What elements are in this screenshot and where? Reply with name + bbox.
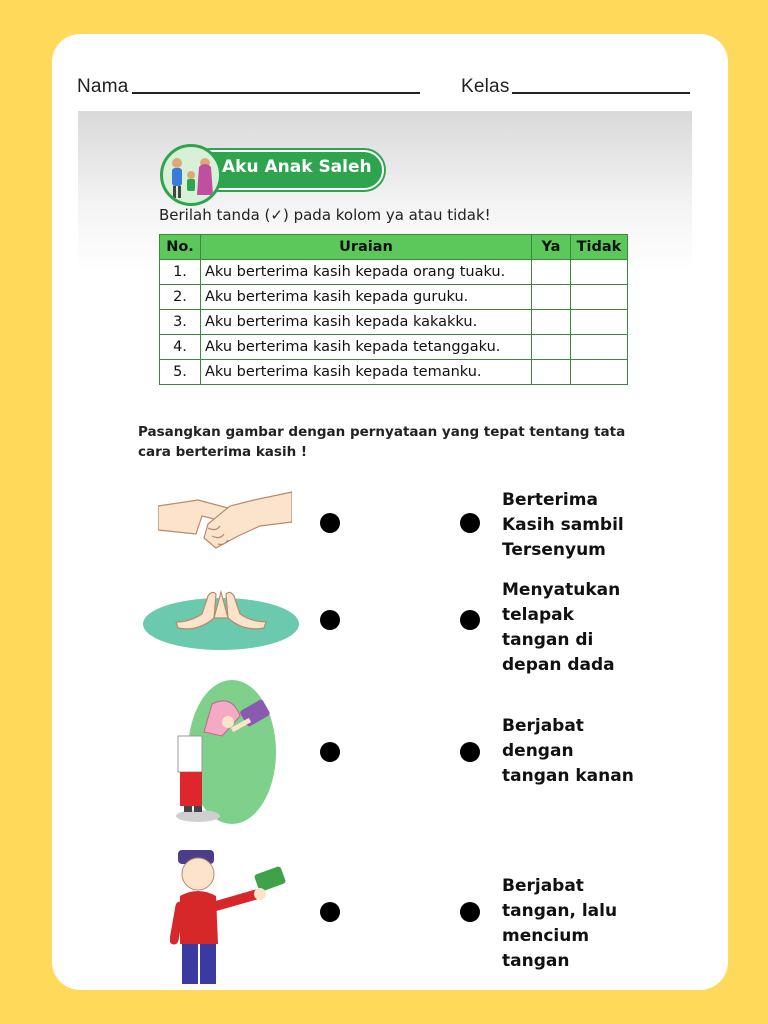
tidak-checkbox-cell[interactable] [571, 285, 628, 310]
header-no: No. [160, 235, 201, 260]
tidak-checkbox-cell[interactable] [571, 310, 628, 335]
checklist-table [159, 234, 628, 385]
statement-line: mencium [502, 926, 590, 946]
table-row [160, 260, 628, 285]
tidak-checkbox-cell[interactable] [571, 360, 628, 385]
statement-line: tangan kanan [502, 766, 634, 786]
match-dot-right[interactable] [460, 610, 480, 630]
table-row [160, 310, 628, 335]
row-uraian: Aku berterima kasih kepada guruku. [201, 285, 532, 310]
kelas-input-line[interactable] [512, 92, 690, 94]
row-uraian: Aku berterima kasih kepada temanku. [201, 360, 532, 385]
row-number: 3. [160, 310, 201, 335]
kelas-label: Kelas [461, 76, 510, 97]
statement-1 [502, 488, 624, 563]
worksheet-card [52, 34, 728, 990]
statement-line: Berjabat [502, 876, 584, 896]
statement-line: tangan di [502, 630, 594, 650]
table-instruction: Berilah tanda (✓) pada kolom ya atau tidak! [159, 206, 491, 224]
handshake-picture [158, 486, 292, 562]
statement-line: Berterima [502, 490, 598, 510]
statement-line: Kasih sambil [502, 515, 624, 535]
ya-checkbox-cell[interactable] [532, 335, 571, 360]
tidak-checkbox-cell[interactable] [571, 260, 628, 285]
matching-instruction: Pasangkan gambar dengan pernyataan yang tepat tentang tata cara berterima kasih ! [138, 424, 626, 460]
statement-line: Berjabat [502, 716, 584, 736]
statement-4 [502, 874, 617, 974]
row-number: 2. [160, 285, 201, 310]
table-header-row [160, 235, 628, 260]
match-dot-left[interactable] [320, 610, 340, 630]
match-dot-right[interactable] [460, 742, 480, 762]
table-row [160, 335, 628, 360]
boy-shaking-hand-picture [170, 844, 290, 990]
match-dot-left[interactable] [320, 902, 340, 922]
row-number: 5. [160, 360, 201, 385]
statement-line: tangan, lalu [502, 901, 618, 921]
statement-line: telapak [502, 605, 574, 625]
statement-line: tangan [502, 951, 570, 971]
badge-title: Aku Anak Saleh [222, 157, 372, 177]
row-uraian: Aku berterima kasih kepada orang tuaku. [201, 260, 532, 285]
statement-3 [502, 714, 634, 789]
statement-line: Tersenyum [502, 540, 606, 560]
header-uraian: Uraian [201, 235, 532, 260]
match-dot-left[interactable] [320, 513, 340, 533]
row-number: 4. [160, 335, 201, 360]
nama-label: Nama [77, 76, 129, 97]
table-row [160, 360, 628, 385]
statement-line: depan dada [502, 655, 615, 675]
statement-2 [502, 578, 620, 678]
ya-checkbox-cell[interactable] [532, 285, 571, 310]
statement-line: dengan [502, 741, 574, 761]
statement-line: Menyatukan [502, 580, 621, 600]
ya-checkbox-cell[interactable] [532, 360, 571, 385]
tidak-checkbox-cell[interactable] [571, 335, 628, 360]
family-illustration-icon [160, 144, 222, 206]
match-dot-left[interactable] [320, 742, 340, 762]
row-uraian: Aku berterima kasih kepada kakakku. [201, 310, 532, 335]
header-tidak: Tidak [571, 235, 628, 260]
header-ya: Ya [532, 235, 571, 260]
match-dot-right[interactable] [460, 513, 480, 533]
activity-badge [160, 144, 382, 194]
match-dot-right[interactable] [460, 902, 480, 922]
nama-input-line[interactable] [132, 92, 420, 94]
row-uraian: Aku berterima kasih kepada tetanggaku. [201, 335, 532, 360]
girl-kissing-hand-picture [172, 676, 276, 832]
ya-checkbox-cell[interactable] [532, 310, 571, 335]
row-number: 1. [160, 260, 201, 285]
praying-hands-picture [142, 588, 300, 658]
ya-checkbox-cell[interactable] [532, 260, 571, 285]
table-row [160, 285, 628, 310]
